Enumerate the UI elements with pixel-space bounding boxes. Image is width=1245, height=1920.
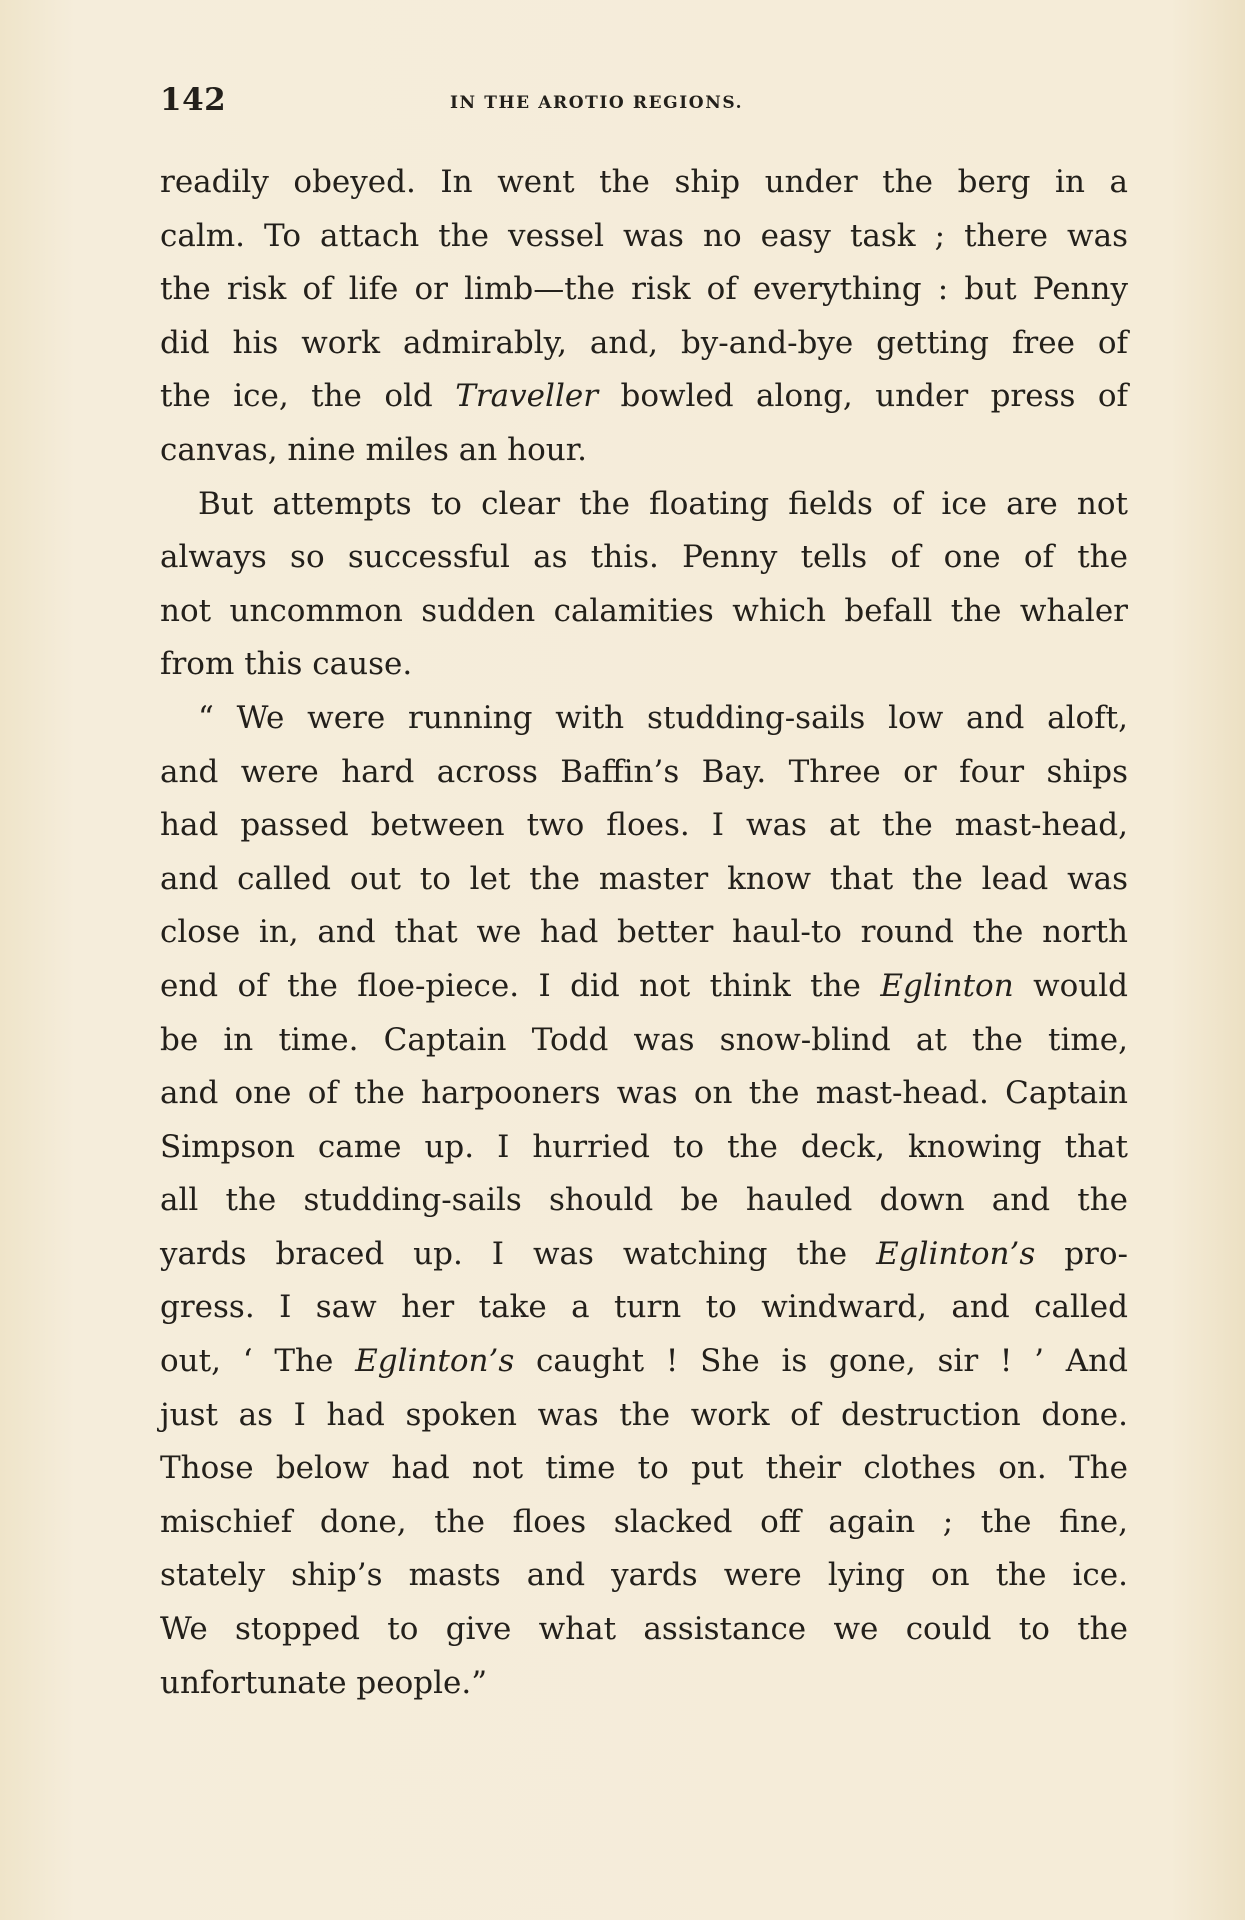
text-line (160, 1121, 1128, 1175)
text-line (160, 1335, 1128, 1389)
text-run: We stopped to give what assistance we could to the (160, 1611, 1128, 1648)
text-run: caught ! She is gone, sir ! ’ And (514, 1343, 1128, 1380)
text-line (160, 424, 1128, 478)
text-line (160, 370, 1128, 424)
italic-title: Traveller (455, 378, 599, 415)
text-line (160, 1067, 1128, 1121)
text-run: pro- (1035, 1235, 1128, 1272)
text-line (160, 960, 1128, 1014)
text-run: not uncommon sudden calamities which befall the whaler (160, 592, 1128, 629)
page-number: 142 (160, 82, 227, 118)
paragraph (160, 478, 1128, 692)
text-run: end of the floe-piece. I did not think the (160, 967, 881, 1004)
text-run: did his work admirably, and, by-and-bye getting free of (160, 324, 1128, 361)
text-line (160, 1014, 1128, 1068)
text-run: Simpson came up. I hurried to the deck, knowing that (160, 1128, 1128, 1165)
text-line (160, 263, 1128, 317)
text-run: close in, and that we had better haul-to round the north (160, 914, 1128, 951)
text-run: readily obeyed. In went the ship under the berg in a (160, 164, 1128, 200)
text-line (160, 1389, 1128, 1443)
body-text (160, 156, 1128, 1710)
text-line (160, 1281, 1128, 1335)
text-run: all the studding-sails should be hauled down and the (160, 1182, 1128, 1219)
text-run: Those below had not time to put their clothes on. The (160, 1450, 1128, 1487)
text-run: mischief done, the floes slacked off again ; the fine, (160, 1503, 1128, 1540)
text-line (160, 638, 1128, 692)
text-run: canvas, nine miles an hour. (160, 431, 587, 468)
text-line (160, 478, 1128, 532)
text-run: be in time. Captain Todd was snow-blind at the time, (160, 1021, 1128, 1058)
text-line (160, 1174, 1128, 1228)
text-line (160, 1603, 1128, 1657)
text-run: out, ‘ The (160, 1343, 356, 1380)
text-run: But attempts to clear the floating fields of ice are not (198, 485, 1128, 522)
text-line (160, 853, 1128, 907)
text-line (160, 1657, 1128, 1711)
text-line (160, 585, 1128, 639)
italic-title: Eglinton’s (355, 1343, 515, 1380)
text-line (160, 746, 1128, 800)
italic-title: Eglinton (880, 967, 1014, 1004)
paragraph (160, 156, 1128, 478)
text-run: gress. I saw her take a turn to windward, and called (160, 1289, 1128, 1326)
text-line (160, 906, 1128, 960)
running-head (160, 82, 1128, 122)
text-run: the risk of life or limb—the risk of everything : but Penny (160, 271, 1128, 308)
text-line (160, 156, 1128, 210)
text-line (160, 692, 1128, 746)
text-run: just as I had spoken was the work of destruction done. (160, 1396, 1128, 1433)
text-line (160, 1442, 1128, 1496)
text-line (160, 1228, 1128, 1282)
text-run: unfortunate people.” (160, 1664, 488, 1701)
text-line (160, 210, 1128, 264)
text-run: would (1013, 967, 1128, 1004)
text-run: “ We were running with studding-sails low and aloft, (198, 699, 1128, 736)
text-run: calm. To attach the vessel was no easy task ; there was (160, 217, 1128, 254)
paragraph (160, 692, 1128, 1710)
text-line (160, 317, 1128, 371)
text-run: and were hard across Baffin’s Bay. Three or four ships (160, 753, 1128, 790)
text-line (160, 531, 1128, 585)
italic-title: Eglinton’s (876, 1235, 1036, 1272)
text-line (160, 1496, 1128, 1550)
text-run: had passed between two floes. I was at the mast-head, (160, 807, 1128, 844)
text-run: yards braced up. I was watching the (160, 1235, 877, 1272)
running-title: IN THE AROTIO REGIONS. (450, 93, 744, 113)
text-run: the ice, the old (160, 378, 456, 415)
text-run: bowled along, under press of (598, 378, 1128, 415)
text-run: stately ship’s masts and yards were lying on the ice. (160, 1557, 1128, 1594)
text-run: always so successful as this. Penny tells of one of the (160, 539, 1128, 576)
text-run: and called out to let the master know that the lead was (160, 860, 1128, 897)
text-run: and one of the harpooners was on the mast-head. Captain (160, 1075, 1128, 1112)
text-line (160, 799, 1128, 853)
text-line (160, 1549, 1128, 1603)
text-run: from this cause. (160, 646, 413, 683)
